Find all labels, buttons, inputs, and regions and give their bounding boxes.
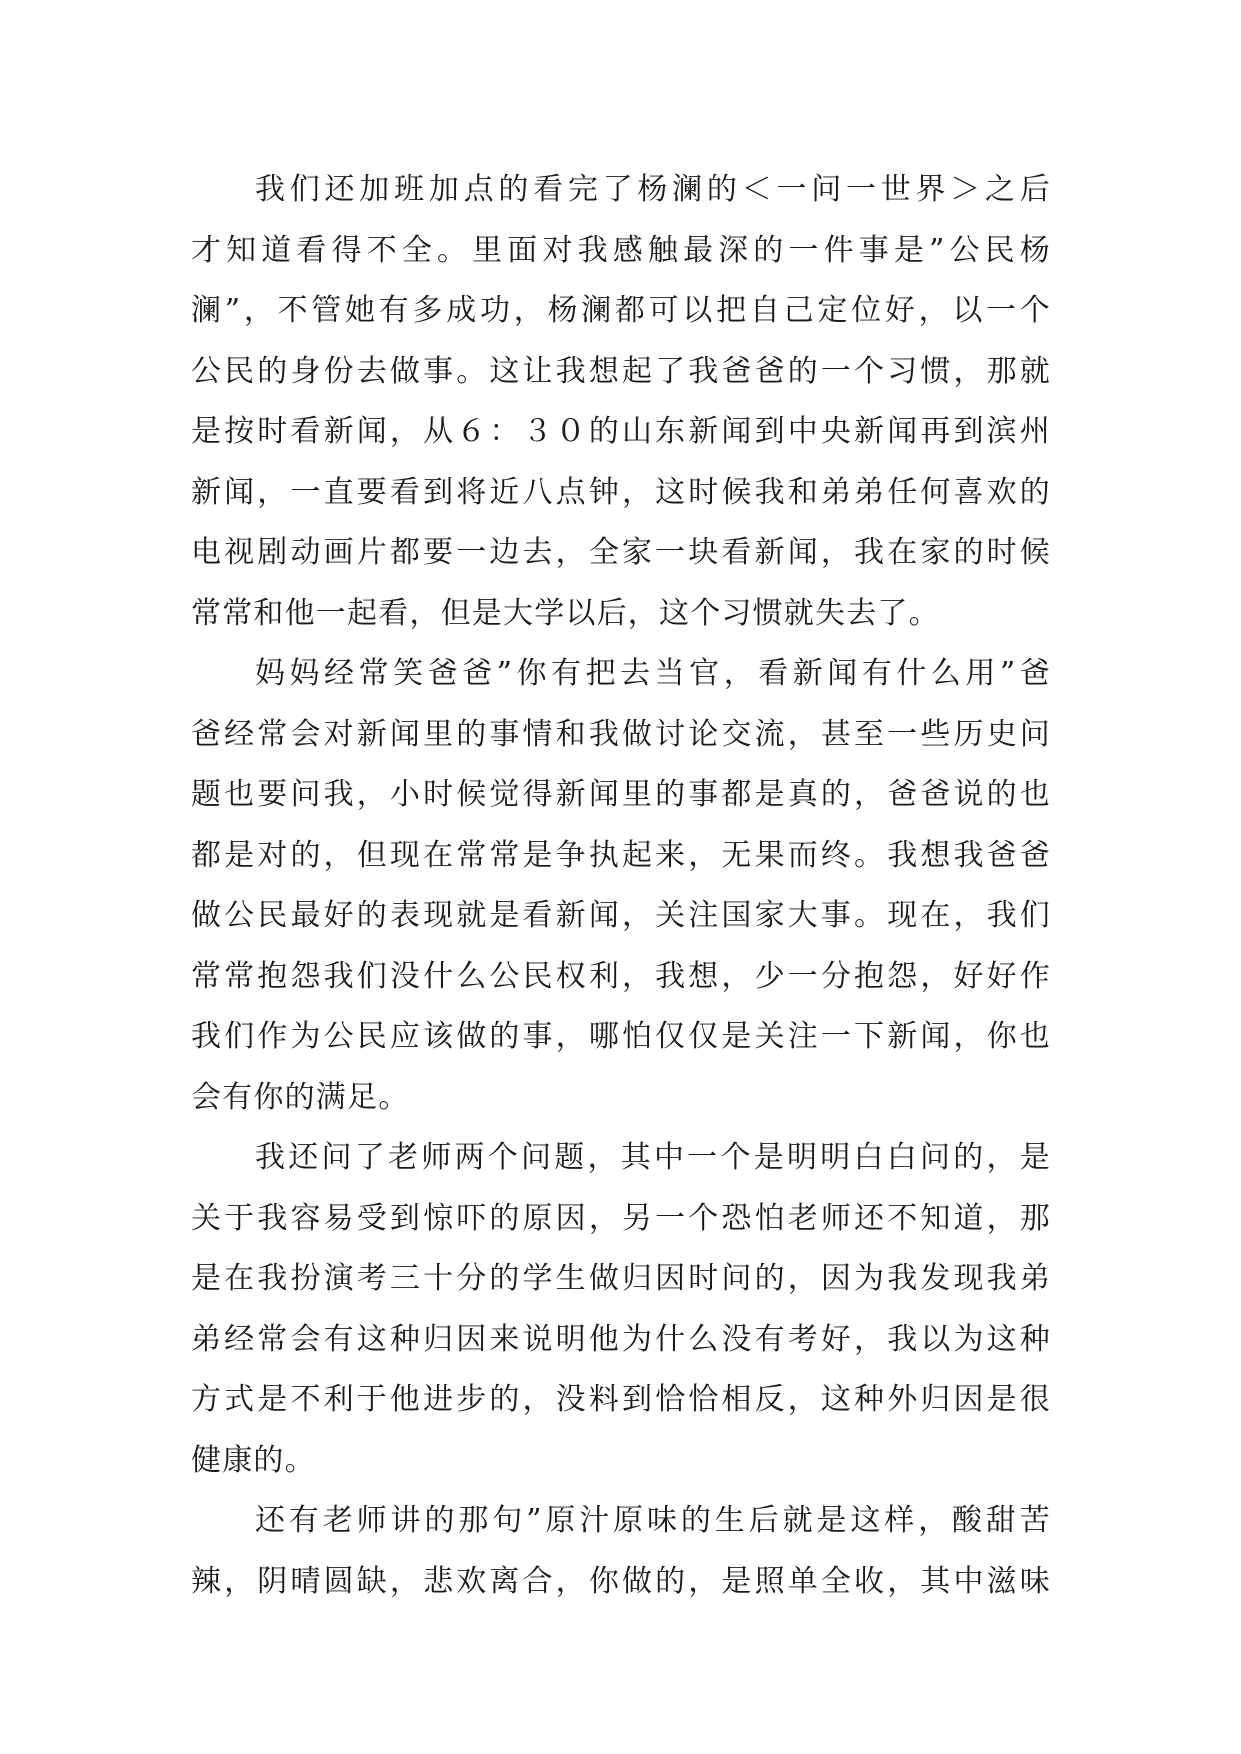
text-line: 方式是不利于他进步的，没料到恰恰相反，这种外归因是很 — [191, 1382, 1051, 1417]
text-line: 澜”，不管她有多成功，杨澜都可以把自己定位好，以一个 — [191, 293, 1051, 328]
text-line: 会有你的满足。 — [191, 1079, 410, 1115]
text-line: 做公民最好的表现就是看新闻，关注国家大事。现在，我们 — [191, 898, 1051, 933]
text-line: 辣，阴晴圆缺，悲欢离合，你做的，是照单全收，其中滋味 — [191, 1563, 1051, 1599]
text-line: 常常抱怨我们没什么公民权利，我想，少一分抱怨，好好作 — [191, 958, 1051, 994]
text-line: 还有老师讲的那句”原汁原味的生后就是这样，酸甜苦 — [255, 1503, 1051, 1538]
text-line: 才知道看得不全。里面对我感触最深的一件事是”公民杨 — [191, 232, 1051, 268]
text-line: 是按时看新闻，从６：３０的山东新闻到中央新闻再到滨州 — [191, 414, 1051, 449]
text-line: 妈妈经常笑爸爸”你有把去当官，看新闻有什么用”爸 — [255, 656, 1051, 691]
text-line: 我们还加班加点的看完了杨澜的＜一问一世界＞之后 — [255, 172, 1051, 207]
text-line: 公民的身份去做事。这让我想起了我爸爸的一个习惯，那就 — [191, 353, 1051, 389]
body-text — [191, 160, 1051, 1612]
text-line: 我还问了老师两个问题，其中一个是明明白白问的，是 — [255, 1140, 1051, 1175]
text-line: 关于我容易受到惊吓的原因，另一个恐怕老师还不知道，那 — [191, 1200, 1051, 1236]
text-line: 我们作为公民应该做的事，哪怕仅仅是关注一下新闻，你也 — [191, 1019, 1051, 1054]
text-line: 电视剧动画片都要一边去，全家一块看新闻，我在家的时候 — [191, 535, 1051, 570]
text-line: 健康的。 — [191, 1442, 316, 1478]
text-line: 是在我扮演考三十分的学生做归因时问的，因为我发现我弟 — [191, 1261, 1051, 1296]
text-line: 常常和他一起看，但是大学以后，这个习惯就失去了。 — [191, 595, 940, 631]
text-line: 新闻，一直要看到将近八点钟，这时候我和弟弟任何喜欢的 — [191, 474, 1051, 510]
text-line: 题也要问我，小时候觉得新闻里的事都是真的，爸爸说的也 — [191, 777, 1051, 812]
text-line: 爸经常会对新闻里的事情和我做讨论交流，甚至一些历史问 — [191, 716, 1051, 752]
text-line: 都是对的，但现在常常是争执起来，无果而终。我想我爸爸 — [191, 837, 1051, 873]
text-line: 弟经常会有这种归因来说明他为什么没有考好，我以为这种 — [191, 1321, 1051, 1357]
